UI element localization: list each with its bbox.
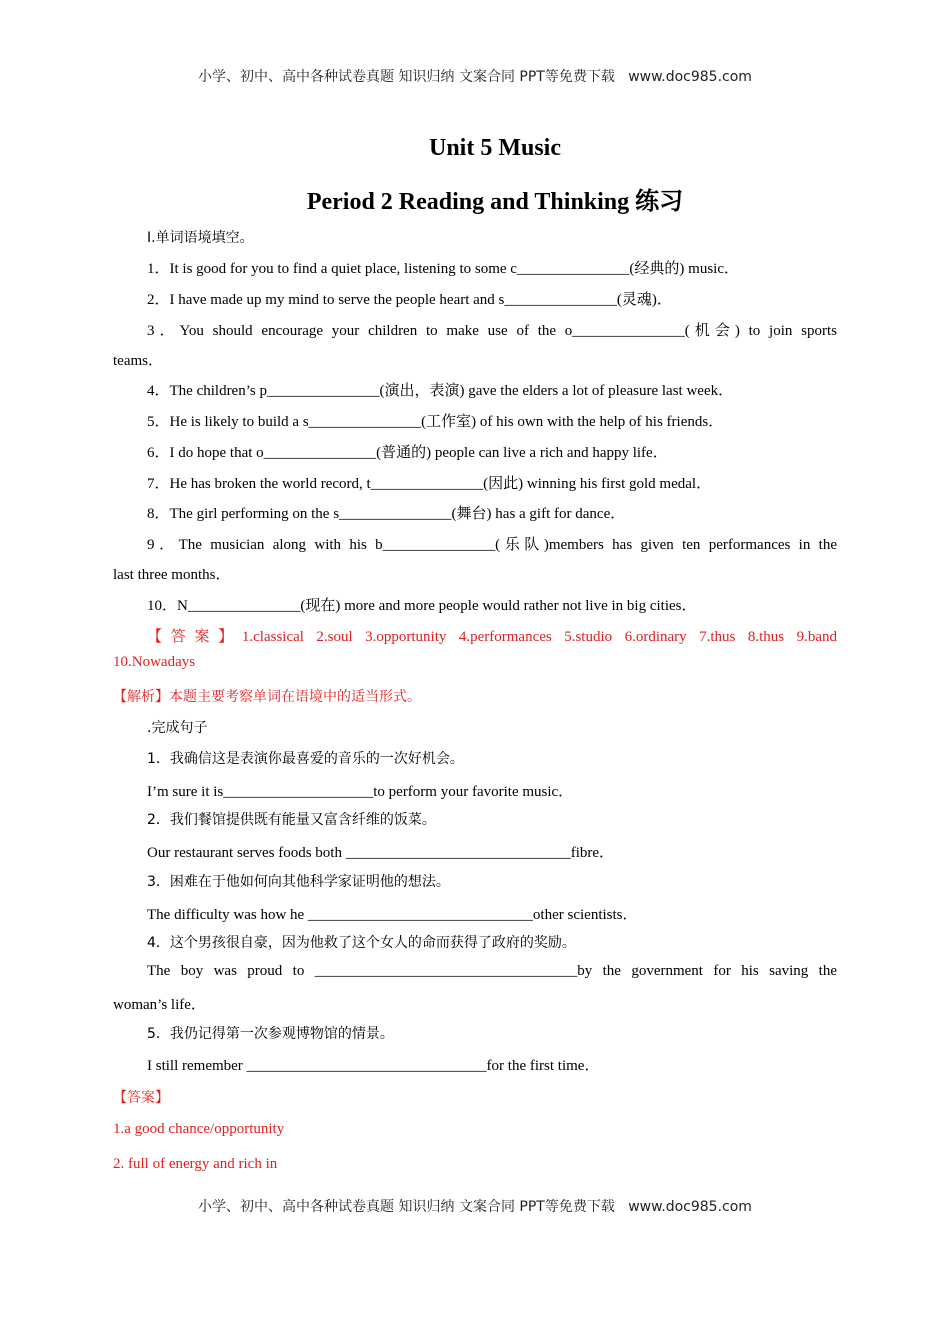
vocab-question-3-cont: teams．	[113, 353, 163, 369]
section1-answer: 【答案】1.classical 2.soul 3.opportunity 4.performances 5.studio 6.ordinary 7.thus 8.thus 9.band	[147, 629, 837, 645]
vocab-question-9: 9．The musician along with his b_______________(乐队)members has given ten performances in the	[147, 537, 837, 553]
vocab-question-3: 3．You should encourage your children to make use of the o_______________(机会) to join sports	[147, 323, 837, 339]
vocab-question-6: 6．I do hope that o_______________(普通的) people can live a rich and happy life．	[147, 445, 668, 461]
section2-answer-2: 2. full of energy and rich in	[113, 1156, 278, 1172]
vocab-question-7: 7．He has broken the world record, t_______________(因此) winning his first gold medal．	[147, 476, 712, 492]
sentence-1-chinese: 1．我确信这是表演你最喜爱的音乐的一次好机会。	[147, 751, 464, 767]
sentence-3-chinese: 3．困难在于他如何向其他科学家证明他的想法。	[147, 874, 450, 890]
sentence-4-chinese: 4．这个男孩很自豪，因为他救了这个女人的命而获得了政府的奖励。	[147, 935, 576, 951]
vocab-question-9-cont: last three months．	[113, 567, 231, 583]
section2-answer-1: 1.a good chance/opportunity	[113, 1121, 285, 1137]
vocab-question-1: 1．It is good for you to find a quiet place, listening to some c_______________(经典的) music．	[147, 261, 740, 277]
sentence-4-english: The boy was proud to ___________________________________by the government for his saving the	[147, 963, 837, 979]
sentence-1-english: I’m sure it is____________________to perform your favorite music．	[147, 784, 574, 800]
footer-banner	[0, 1196, 950, 1216]
section1-analysis: 【解析】本题主要考察单词在语境中的适当形式。	[113, 689, 421, 705]
vocab-question-2: 2．I have made up my mind to serve the people heart and s_______________(灵魂)．	[147, 292, 672, 308]
vocab-question-8: 8．The girl performing on the s_______________(舞台) has a gift for dance．	[147, 506, 626, 522]
section1-heading: Ⅰ.单词语境填空。	[147, 230, 254, 246]
section1-answer-cont: 10.Nowadays	[113, 654, 196, 670]
vocab-question-4: 4．The children’s p_______________(演出，表演) gave the elders a lot of pleasure last week．	[147, 383, 734, 399]
page-title: Unit 5 Music	[429, 135, 561, 161]
sentence-5-chinese: 5．我仍记得第一次参观博物馆的情景。	[147, 1026, 394, 1042]
vocab-question-5: 5．He is likely to build a s_______________(工作室) of his own with the help of his friends．	[147, 414, 724, 430]
sentence-2-chinese: 2．我们餐馆提供既有能量又富含纤维的饭菜。	[147, 812, 436, 828]
sentence-2-english: Our restaurant serves foods both ______________________________fibre．	[147, 845, 615, 861]
banner-url[interactable]: www.doc985.com	[628, 69, 752, 85]
header-banner	[0, 66, 950, 86]
banner-text: 小学、初中、高中各种试卷真题 知识归纳 文案合同 PPT等免费下载	[198, 69, 615, 85]
section2-answer-label: 【答案】	[113, 1090, 169, 1106]
footer-banner-url[interactable]: www.doc985.com	[628, 1199, 752, 1215]
sentence-3-english: The difficulty was how he ______________________________other scientists．	[147, 907, 638, 923]
vocab-question-10: 10．N_______________(现在) more and more people would rather not live in big cities．	[147, 598, 697, 614]
section2-heading: .完成句子	[147, 720, 208, 736]
sentence-5-english: I still remember ________________________________for the first time．	[147, 1058, 600, 1074]
footer-banner-text: 小学、初中、高中各种试卷真题 知识归纳 文案合同 PPT等免费下载	[198, 1199, 615, 1215]
page-subtitle: Period 2 Reading and Thinking 练习	[306, 189, 684, 215]
sentence-4-english-cont: woman’s life．	[113, 997, 206, 1013]
